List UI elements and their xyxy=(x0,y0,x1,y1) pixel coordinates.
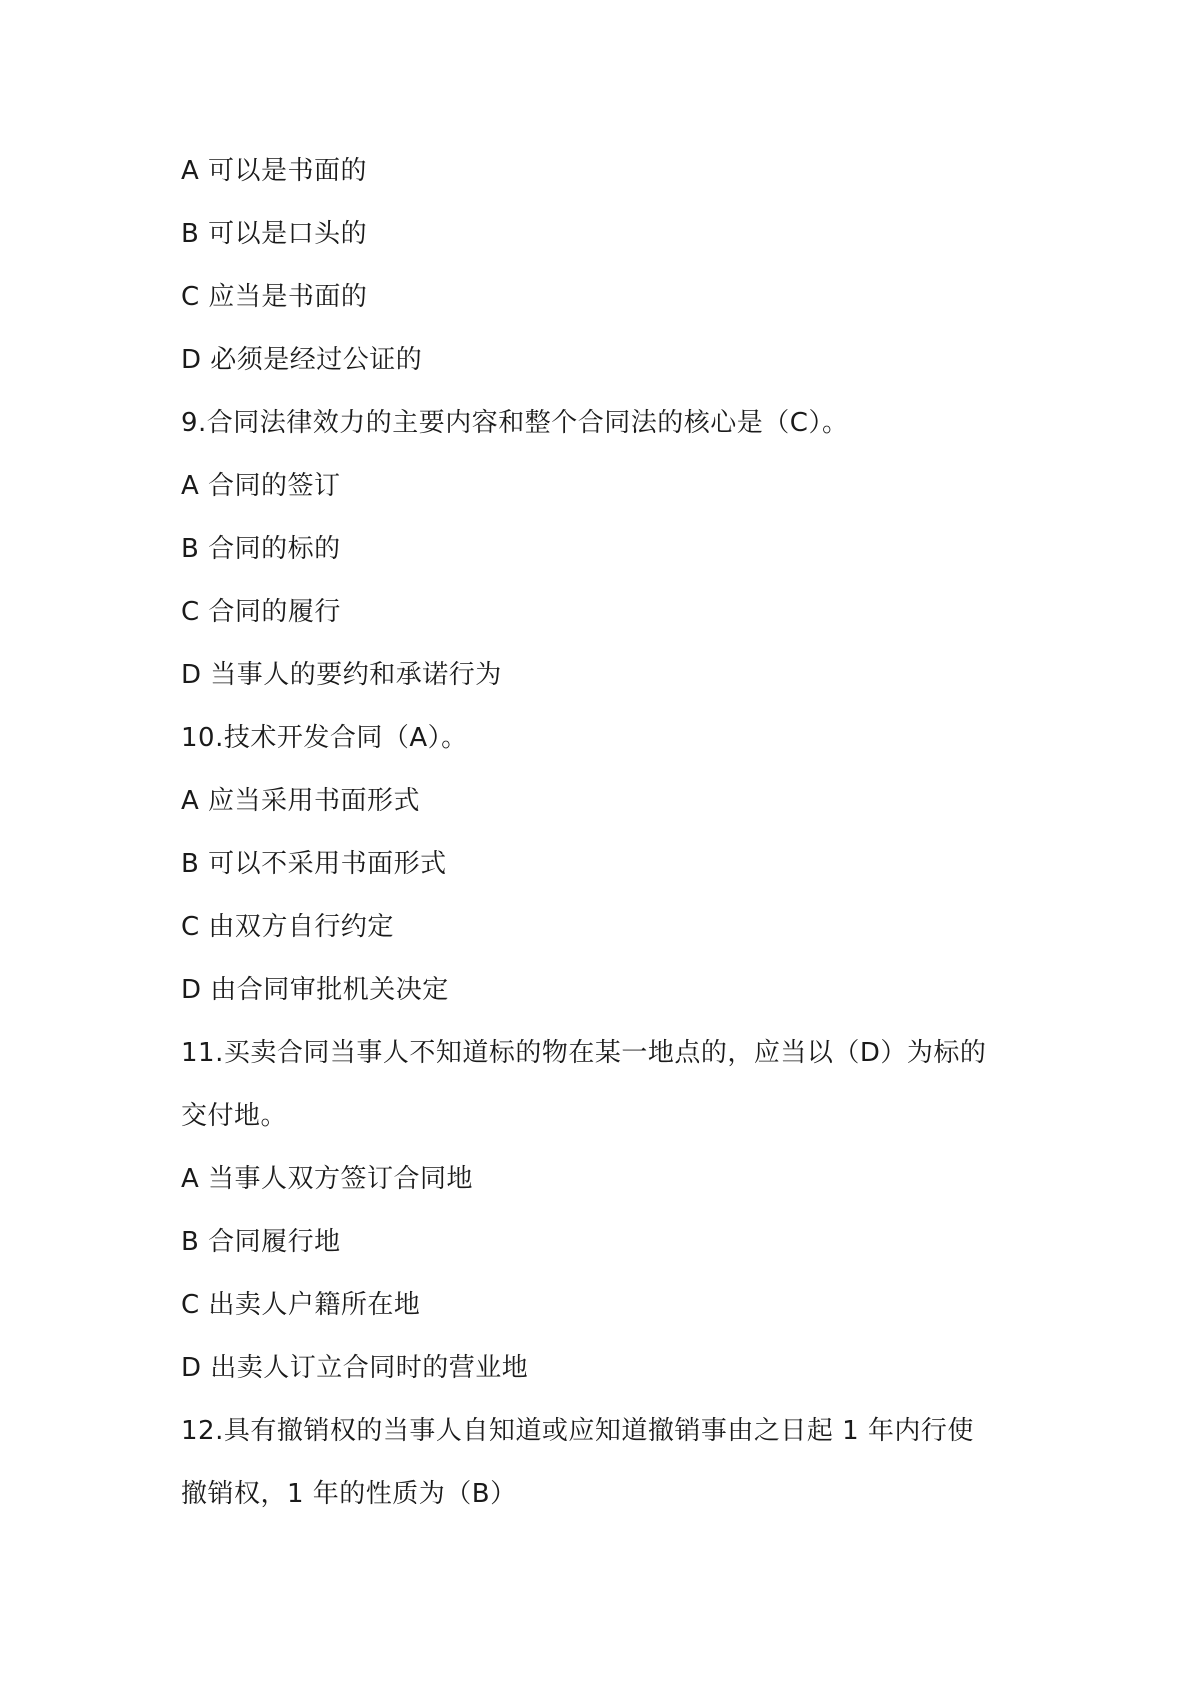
document-body xyxy=(181,140,1021,1526)
question-11-line-2: 交付地。 xyxy=(181,1101,288,1131)
option-c-q11: C 出卖人户籍所在地 xyxy=(181,1290,421,1320)
option-d-q9: D 当事人的要约和承诺行为 xyxy=(181,660,502,690)
option-c-q9: C 合同的履行 xyxy=(181,597,341,627)
option-d-q8: D 必须是经过公证的 xyxy=(181,345,423,375)
question-10: 10.技术开发合同（A）。 xyxy=(181,723,468,753)
option-c-q10: C 由双方自行约定 xyxy=(181,912,394,942)
option-b-q9: B 合同的标的 xyxy=(181,534,341,564)
option-a-q10: A 应当采用书面形式 xyxy=(181,786,421,816)
option-c-q8: C 应当是书面的 xyxy=(181,282,368,312)
question-11-line-1: 11.买卖合同当事人不知道标的物在某一地点的，应当以（D）为标的 xyxy=(181,1038,987,1068)
option-a-q11: A 当事人双方签订合同地 xyxy=(181,1164,474,1194)
option-b-q11: B 合同履行地 xyxy=(181,1227,341,1257)
option-a-q9: A 合同的签订 xyxy=(181,471,341,501)
option-a-q8: A 可以是书面的 xyxy=(181,156,368,186)
option-d-q10: D 由合同审批机关决定 xyxy=(181,975,449,1005)
question-9: 9.合同法律效力的主要内容和整个合同法的核心是（C）。 xyxy=(181,408,849,438)
option-b-q10: B 可以不采用书面形式 xyxy=(181,849,447,879)
option-d-q11: D 出卖人订立合同时的营业地 xyxy=(181,1353,529,1383)
question-12-line-2: 撤销权，1 年的性质为（B） xyxy=(181,1479,517,1509)
option-b-q8: B 可以是口头的 xyxy=(181,219,368,249)
question-12-line-1: 12.具有撤销权的当事人自知道或应知道撤销事由之日起 1 年内行使 xyxy=(181,1416,974,1446)
